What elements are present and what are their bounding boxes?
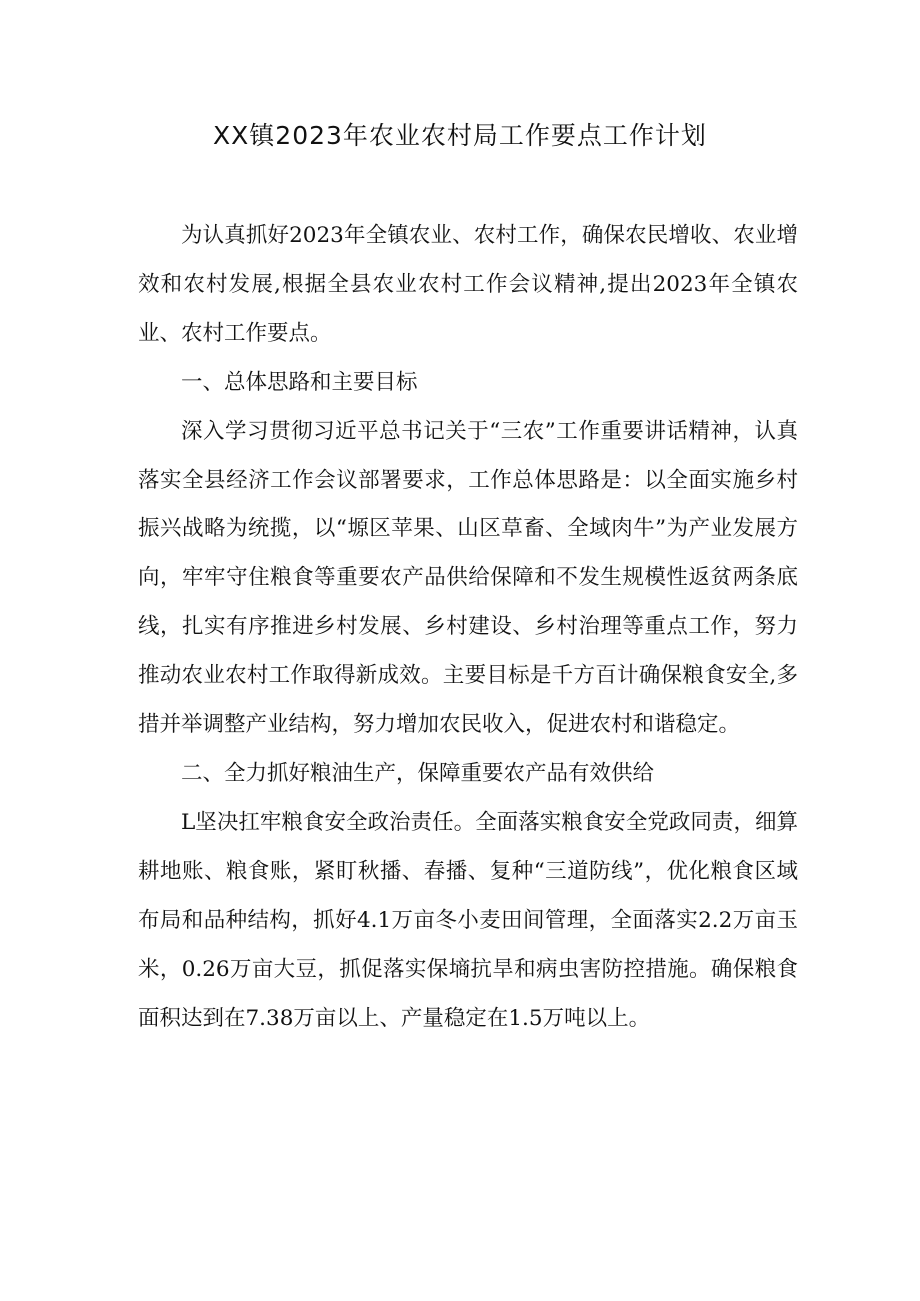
section-heading-2: 二、全力抓好粮油生产，保障重要农产品有效供给 — [181, 760, 655, 786]
document-body — [138, 212, 798, 1043]
section-2-paragraph: L坚决扛牢粮食安全政治责任。全面落实粮食安全党政同责，细算耕地账、粮食账，紧盯秋播、春播、复种“三道防线”，优化粮食区域布局和品种结构，抓好4.1万亩冬小麦田间管理，全面落实2.2万亩玉米，0.26万亩大豆，抓促落实保墒抗旱和病虫害防控措施。确保粮食面积达到在7.38万亩以上、产量稳定在1.5万吨以上。 — [138, 809, 798, 1031]
section-heading-1: 一、总体思路和主要目标 — [181, 369, 418, 395]
intro-paragraph: 为认真抓好2023年全镇农业、农村工作，确保农民增收、农业增效和农村发展,根据全县农业农村工作会议精神,提出2023年全镇农业、农村工作要点。 — [138, 223, 798, 346]
section-1-paragraph: 深入学习贯彻习近平总书记关于“三农”工作重要讲话精神，认真落实全县经济工作会议部署要求，工作总体思路是：以全面实施乡村振兴战略为统揽，以“塬区苹果、山区草畜、全域肉牛”为产业发展方向，牢牢守住粮食等重要农产品供给保障和不发生规模性返贫两条底线，扎实有序推进乡村发展、乡村建设、乡村治理等重点工作，努力推动农业农村工作取得新成效。主要目标是千方百计确保粮食安全,多措并举调整产业结构，努力增加农民收入，促进农村和谐稳定。 — [138, 418, 798, 738]
document-title: XX镇2023年农业农村局工作要点工作计划 — [213, 121, 707, 150]
